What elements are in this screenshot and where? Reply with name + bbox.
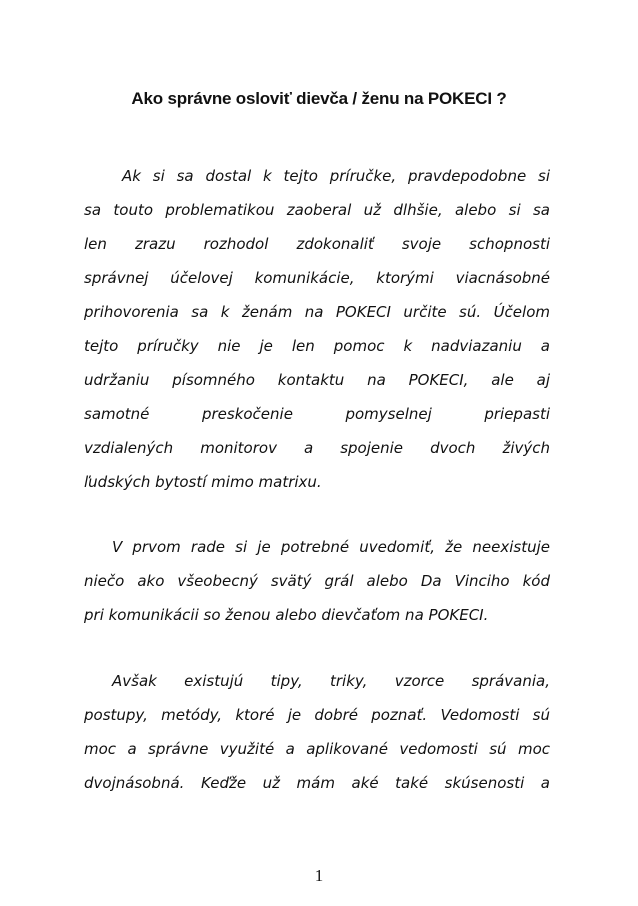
- paragraph-1-line-8: samotné preskočenie pomyselnej priepasti: [84, 405, 550, 423]
- paragraph-3-line-1: Avšak existujú tipy, triky, vzorce správania,: [112, 672, 550, 690]
- paragraph-1-line-5: prihovorenia sa k ženám na POKECI určite sú. Účelom: [84, 303, 550, 321]
- paragraph-2-line-1: V prvom rade si je potrebné uvedomiť, že neexistuje: [112, 538, 550, 556]
- paragraph-3-line-4: dvojnásobná. Keďže už mám aké také skúsenosti a: [84, 774, 550, 792]
- paragraph-1-line-1: Ak si sa dostal k tejto príručke, pravdepodobne si: [122, 167, 550, 185]
- paragraph-1-line-3: len zrazu rozhodol zdokonaliť svoje schopnosti: [84, 235, 550, 253]
- paragraph-3-line-2: postupy, metódy, ktoré je dobré poznať. Vedomosti sú: [84, 706, 550, 724]
- paragraph-1-line-6: tejto príručky nie je len pomoc k nadviazaniu a: [84, 337, 550, 355]
- paragraph-3-line-3: moc a správne využité a aplikované vedomosti sú moc: [84, 740, 550, 758]
- page-number: 1: [314, 866, 324, 885]
- paragraph-1-line-9: vzdialených monitorov a spojenie dvoch živých: [84, 439, 550, 457]
- document-title: Ako správne osloviť dievča / ženu na POKECI ?: [131, 89, 507, 108]
- paragraph-1-line-10: ľudských bytostí mimo matrixu.: [84, 473, 322, 491]
- paragraph-2-line-2: niečo ako všeobecný svätý grál alebo Da Vinciho kód: [84, 572, 550, 590]
- paragraph-1-line-2: sa touto problematikou zaoberal už dlhšie, alebo si sa: [84, 201, 550, 219]
- paragraph-2-line-3: pri komunikácii so ženou alebo dievčaťom na POKECI.: [84, 606, 489, 624]
- paragraph-1-line-7: udržaniu písomného kontaktu na POKECI, ale aj: [84, 371, 550, 389]
- paragraph-1-line-4: správnej účelovej komunikácie, ktorými viacnásobné: [84, 269, 550, 287]
